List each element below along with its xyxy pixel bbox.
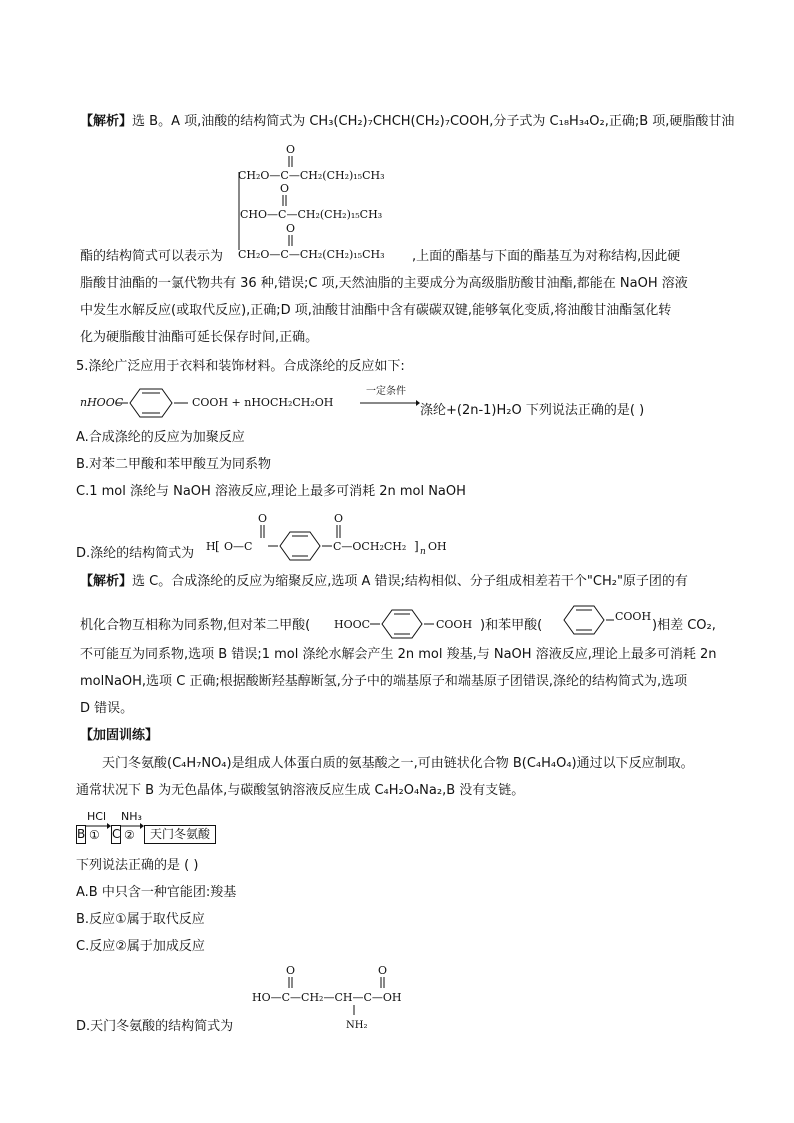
flow-step-2: ②	[124, 828, 135, 842]
analysis-tag: 【解析】	[80, 114, 133, 129]
benzoic-acid-structure	[556, 600, 656, 640]
question-stem: 5.涤纶广泛应用于衣料和装饰材料。合成涤纶的反应如下:	[76, 359, 405, 374]
equation-product: 涤纶+(2n-1)H₂O 下列说法正确的是( )	[420, 403, 645, 418]
practice-para: 天门冬氨酸(C₄H₇NO₄)是组成人体蛋白质的氨基酸之一,可由链状化合物 B(C₄H₄O₄)通过以下反应制取。	[102, 756, 694, 771]
svg-text:OH: OH	[428, 540, 447, 553]
option-b: B.反应①属于取代反应	[76, 912, 205, 927]
analysis-line: ,上面的酯基与下面的酯基互为对称结构,因此硬	[412, 249, 681, 264]
flow-reagent-nh3: NH₃	[121, 810, 142, 823]
analysis-tag: 【解析】	[80, 574, 133, 589]
analysis-line: 酯的结构简式可以表示为	[80, 249, 224, 264]
analysis-line: 脂酸甘油酯的一氯代物共有 36 种,错误;C 项,天然油脂的主要成分为高级脂肪酸甘油酯,都能在 NaOH 溶液	[80, 276, 688, 291]
svg-text:O—C: O—C	[224, 540, 253, 553]
svg-text:O: O	[258, 512, 268, 525]
flow-reagent-hcl: HCl	[87, 810, 107, 823]
analysis-line: molNaOH,选项 C 正确;根据酸断羟基醇断氢,分子中的端基原子和端基原子团错误,涤纶的结构简式为,选项	[80, 674, 688, 689]
svg-text:COOH: COOH	[436, 618, 473, 631]
analysis-line	[80, 113, 734, 131]
svg-text:O: O	[378, 964, 388, 977]
carbonyl-o: O	[280, 182, 290, 195]
flow-step-1: ①	[89, 828, 100, 842]
reaction-condition: 一定条件	[366, 386, 406, 397]
analysis-line: )相差 CO₂,	[652, 618, 716, 633]
question-prompt: 下列说法正确的是 ( )	[76, 858, 199, 873]
svg-text:HOOC: HOOC	[334, 618, 371, 631]
option-c: C.反应②属于加成反应	[76, 939, 205, 954]
svg-text:]: ]	[414, 539, 419, 553]
terephthalic-acid-structure	[334, 604, 480, 644]
option-d: D.天门冬氨酸的结构简式为	[76, 1019, 234, 1034]
analysis-text: 选 B。A 项,油酸的结构简式为 CH₃(CH₂)₇CHCH(CH₂)₇COOH,分子式为 C₁₈H₃₄O₂,正确;B 项,硬脂酸甘油	[132, 114, 735, 129]
analysis-line: 不可能互为同系物,选项 B 错误;1 mol 涤纶水解会产生 2n mol 羧基,与 NaOH 溶液反应,理论上最多可消耗 2n	[80, 647, 717, 662]
analysis-line: D 错误。	[80, 701, 134, 716]
svg-text:O: O	[334, 512, 344, 525]
analysis-line: 机化合物互相称为同系物,但对苯二甲酸(	[80, 618, 311, 633]
stearin-row-1: CH₂O—C—CH₂(CH₂)₁₅CH₃	[238, 169, 385, 182]
svg-text:O: O	[286, 964, 296, 977]
svg-text:COOH: COOH	[615, 610, 652, 623]
analysis-line: )和苯甲酸(	[480, 618, 543, 633]
flow-node-product: 天门冬氨酸	[144, 825, 216, 844]
glyceryl-stearate-structure	[228, 142, 428, 267]
svg-text:HO—C—CH₂—CH—C—OH: HO—C—CH₂—CH—C—OH	[252, 991, 402, 1004]
svg-text:n: n	[420, 547, 426, 557]
analysis-line: 中发生水解反应(或取代反应),正确;D 项,油酸甘油酯中含有碳碳双键,能够氧化变质,将油酸甘油酯氢化转	[80, 303, 672, 318]
stearin-row-2: CHO—C—CH₂(CH₂)₁₅CH₃	[240, 208, 383, 221]
option-d: D.涤纶的结构简式为	[76, 546, 195, 561]
option-a: A.B 中只含一种官能团:羧基	[76, 885, 237, 900]
carbonyl-o: O	[286, 222, 296, 235]
analysis-line: 【解析】选 C。合成涤纶的反应为缩聚反应,选项 A 错误;结构相似、分子组成相差若干个"CH₂"原子团的有	[80, 574, 688, 589]
svg-text:C—OCH₂CH₂: C—OCH₂CH₂	[333, 540, 407, 553]
equation-reactant-2: COOH + nHOCH₂CH₂OH	[192, 396, 334, 409]
carbonyl-o: O	[286, 143, 296, 156]
benzene-ring-icon	[116, 385, 188, 421]
polyester-structure	[206, 510, 456, 570]
equation-reactant-1: nHOOC	[80, 396, 124, 409]
stearin-row-3: CH₂O—C—CH₂(CH₂)₁₅CH₃	[238, 248, 385, 261]
option-b: B.对苯二甲酸和苯甲酸互为同系物	[76, 457, 272, 472]
svg-text:NH₂: NH₂	[346, 1020, 368, 1031]
practice-para: 通常状况下 B 为无色晶体,与碳酸氢钠溶液反应生成 C₄H₂O₄Na₂,B 没有支链。	[76, 783, 525, 798]
flow-node-b: B	[76, 825, 86, 844]
option-a: A.合成涤纶的反应为加聚反应	[76, 430, 245, 445]
section-heading: 【加固训练】	[80, 728, 159, 743]
reaction-arrow-icon	[360, 398, 420, 408]
svg-text:H: H	[206, 540, 216, 553]
option-c: C.1 mol 涤纶与 NaOH 溶液反应,理论上最多可消耗 2n mol NaOH	[76, 484, 466, 499]
analysis-line: 化为硬脂酸甘油酯可延长保存时间,正确。	[80, 330, 319, 345]
flow-node-c: C	[111, 825, 121, 844]
aspartic-acid-structure	[248, 962, 438, 1034]
svg-text:[: [	[215, 539, 220, 553]
